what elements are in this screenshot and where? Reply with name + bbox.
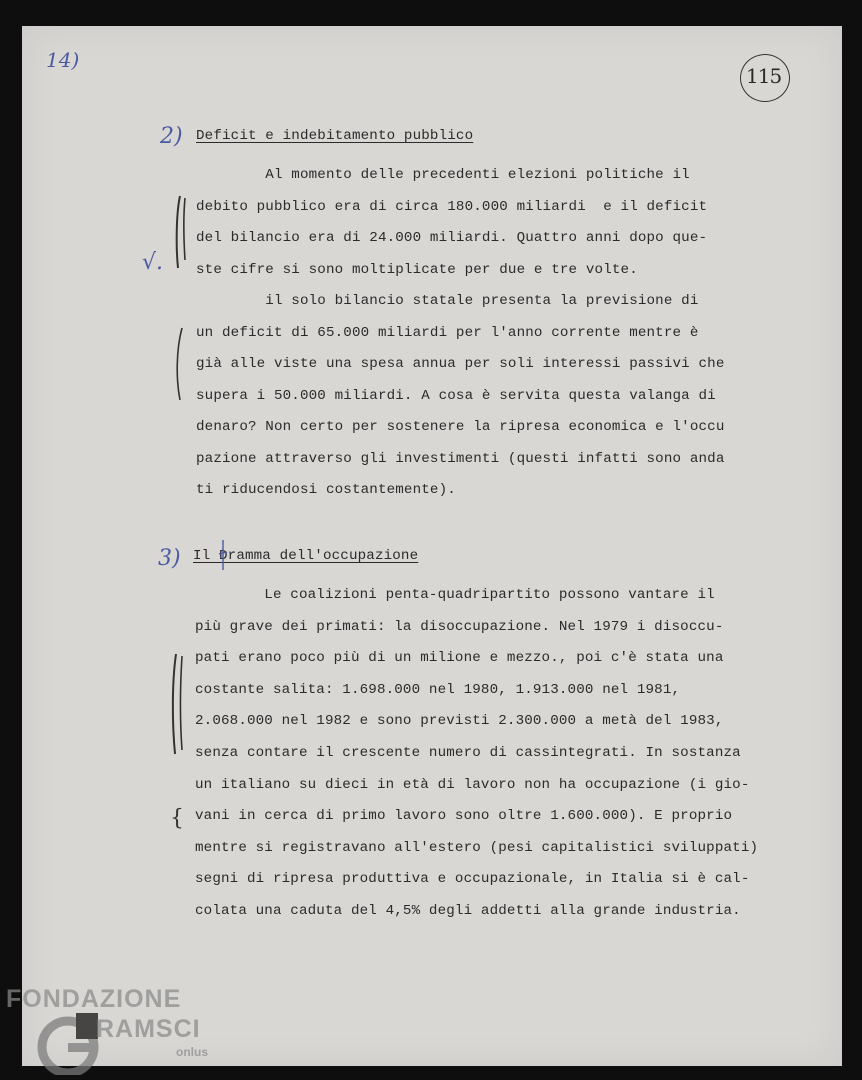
section-heading-deficit: Deficit e indebitamento pubblico: [196, 128, 474, 144]
page-number: 115: [746, 64, 782, 88]
logo-line1: FONDAZIONE: [6, 985, 182, 1013]
section-marker-3: 3): [158, 546, 181, 571]
logo-g-gap: [76, 1013, 98, 1039]
text-line: segni di ripresa produttiva e occupazionale, in Italia si è cal-: [195, 871, 750, 888]
margin-bracket-3: [170, 652, 190, 758]
logo-g-bar: [68, 1043, 98, 1052]
text-line: un italiano su dieci in età di lavoro non ha occupazione (i gio-: [195, 776, 750, 793]
text-line: vani in cerca di primo lavoro sono oltre 1.600.000). E proprio: [195, 808, 733, 825]
text-line: ste cifre si sono moltiplicate per due e tre volte.: [196, 261, 638, 278]
text-line: ti riducendosi costantemente).: [196, 482, 456, 498]
text-line: senza contare il crescente numero di cassintegrati. In sostanza: [195, 745, 741, 761]
handwritten-note: 14): [46, 48, 80, 72]
text-line: più grave dei primati: la disoccupazione. Nel 1979 i disoccu-: [195, 618, 724, 635]
section-marker-2: 2): [160, 124, 183, 149]
margin-bracket-1: [172, 194, 192, 274]
logo-line2: RAMSCI: [96, 1015, 201, 1043]
text-line: già alle viste una spesa annua per soli interessi passivi che: [196, 356, 725, 372]
margin-bracket-2: [172, 326, 192, 406]
text-line: del bilancio era di 24.000 miliardi. Quattro anni dopo que-: [196, 230, 708, 246]
section-heading-occupazione: Il Dramma dell'occupazione: [193, 548, 419, 564]
text-line: un deficit di 65.000 miliardi per l'anno corrente mentre è: [196, 324, 699, 341]
text-line: Al momento delle precedenti elezioni politiche il: [196, 167, 690, 183]
text-line: supera i 50.000 miliardi. A cosa è servita questa valanga di: [196, 387, 716, 404]
text-line: debito pubblico era di circa 180.000 miliardi e il deficit: [196, 198, 708, 215]
text-line: Le coalizioni penta-quadripartito possono vantare il: [195, 587, 715, 603]
text-line: 2.068.000 nel 1982 e sono previsti 2.300.000 a metà del 1983,: [195, 713, 724, 730]
logo-line3: onlus: [176, 1045, 208, 1059]
document-page: [22, 26, 842, 1066]
text-line: mentre si registravano all'estero (pesi capitalistici sviluppati): [195, 839, 759, 856]
text-line: pati erano poco più di un milione e mezzo., poi c'è stata una: [195, 650, 724, 667]
text-line: pazione attraverso gli investimenti (questi infatti sono anda: [196, 450, 725, 467]
fondazione-gramsci-logo: [6, 985, 221, 1075]
heading-correction-mark: [218, 538, 228, 572]
text-line: colata una caduta del 4,5% degli addetti alla grande industria.: [195, 903, 741, 919]
text-line: denaro? Non certo per sostenere la ripresa economica e l'occu: [196, 419, 725, 435]
checkmark-annotation: √.: [142, 250, 164, 275]
text-line: costante salita: 1.698.000 nel 1980, 1.913.000 nel 1981,: [195, 681, 681, 698]
text-line: il solo bilancio statale presenta la previsione di: [196, 293, 699, 309]
brace-annotation: {: [170, 806, 184, 831]
